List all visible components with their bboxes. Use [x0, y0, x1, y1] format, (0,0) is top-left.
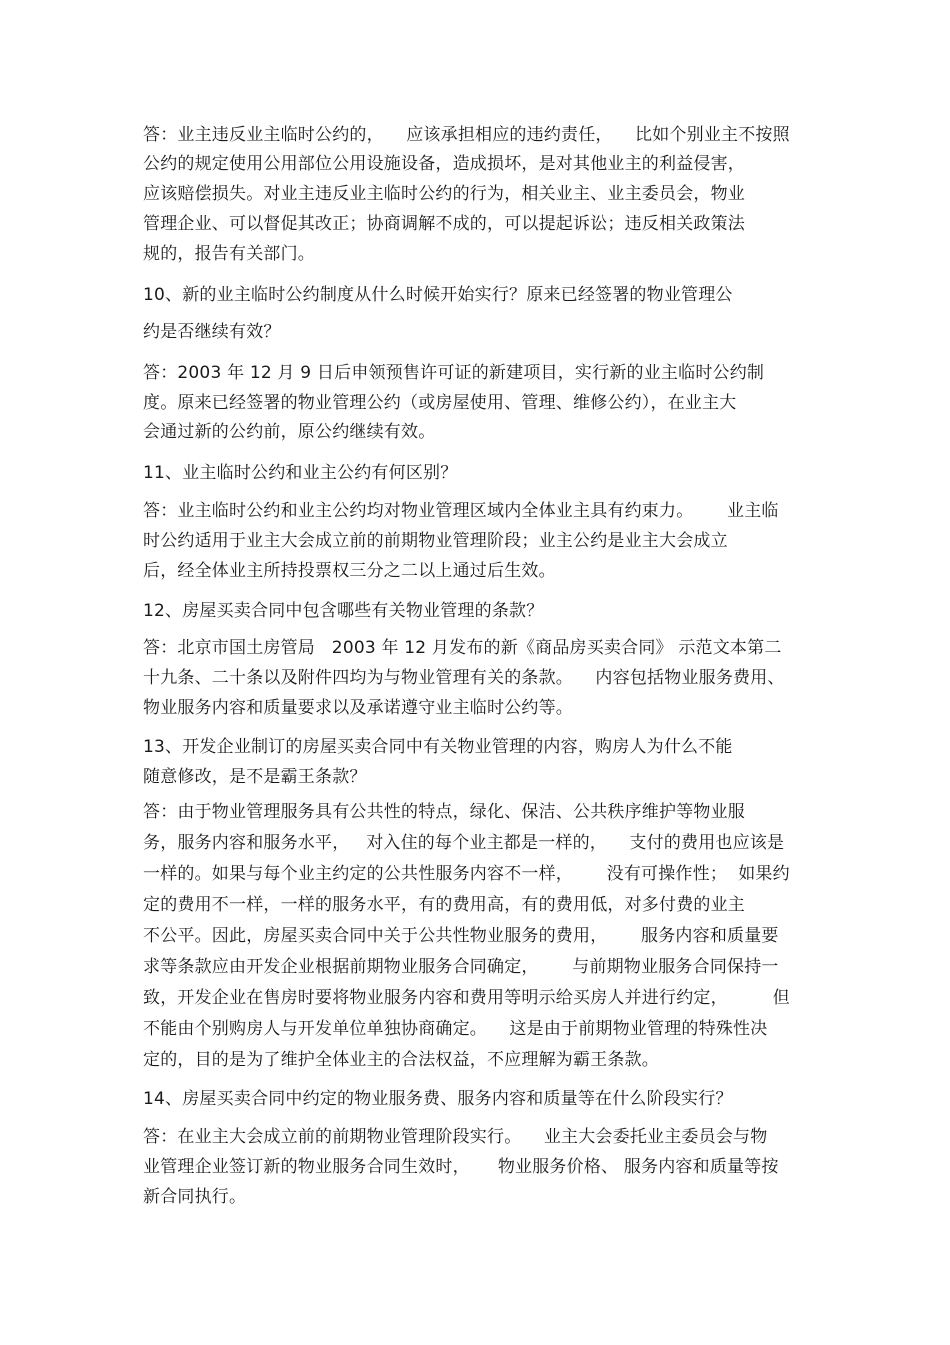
text-line: 答：由于物业管理服务具有公共性的特点，绿化、保洁、公共秩序维护等物业服 — [143, 802, 745, 822]
text-line: 定的，目的是为了维护全体业主的合法权益，不应理解为霸王条款。 — [143, 1050, 659, 1070]
text-line: 致，开发企业在售房时要将物业服务内容和费用等明示给买房人并进行约定， 但 — [143, 988, 790, 1008]
text-line: 时公约适用于业主大会成立前的前期物业管理阶段；业主公约是业主大会成立 — [143, 531, 728, 551]
text-line: 11、业主临时公约和业主公约有何区别？ — [143, 463, 458, 483]
text-line: 规的，报告有关部门。 — [143, 244, 315, 264]
text-line: 业管理企业签订新的物业服务合同生效时， 物业服务价格、 服务内容和质量等按 — [143, 1157, 779, 1177]
text-line: 求等条款应由开发企业根据前期物业服务合同确定， 与前期物业服务合同保持一 — [143, 957, 779, 977]
text-line: 13、开发企业制订的房屋买卖合同中有关物业管理的内容，购房人为什么不能 — [143, 737, 733, 757]
text-line: 不能由个别购房人与开发单位单独协商确定。 这是由于前期物业管理的特殊性决 — [143, 1019, 768, 1039]
text-line: 12、房屋买卖合同中包含哪些有关物业管理的条款？ — [143, 601, 544, 621]
text-line: 答：业主临时公约和业主公约均对物业管理区域内全体业主具有约束力。 业主临 — [143, 501, 779, 521]
text-line: 一样的。如果与每个业主约定的公共性服务内容不一样， 没有可操作性； 如果约 — [143, 864, 790, 884]
text-line: 随意修改，是不是霸王条款？ — [143, 767, 367, 787]
text-line: 管理企业、可以督促其改正；协商调解不成的，可以提起诉讼；违反相关政策法 — [143, 214, 745, 234]
text-line: 约是否继续有效？ — [143, 322, 281, 342]
text-line: 答：北京市国土房管局 2003 年 12 月发布的新《商品房买卖合同》 示范文本第二 — [143, 638, 782, 658]
text-line: 十九条、二十条以及附件四均为与物业管理有关的条款。 内容包括物业服务费用、 — [143, 668, 785, 688]
text-line: 答：2003 年 12 月 9 日后申领预售许可证的新建项目，实行新的业主临时公约制 — [143, 363, 765, 383]
text-line: 务，服务内容和服务水平， 对入住的每个业主都是一样的， 支付的费用也应该是 — [143, 833, 785, 853]
text-line: 会通过新的公约前，原公约继续有效。 — [143, 422, 436, 442]
text-line: 定的费用不一样，一样的服务水平，有的费用高，有的费用低，对多付费的业主 — [143, 895, 745, 915]
text-line: 答：在业主大会成立前的前期物业管理阶段实行。 业主大会委托业主委员会与物 — [143, 1127, 768, 1147]
text-line: 新合同执行。 — [143, 1187, 247, 1207]
text-line: 度。原来已经签署的物业管理公约（或房屋使用、管理、维修公约），在业主大 — [143, 393, 737, 413]
text-line: 公约的规定使用公用部位公用设施设备，造成损坏，是对其他业主的利益侵害， — [143, 154, 745, 174]
text-line: 应该赔偿损失。对业主违反业主临时公约的行为，相关业主、业主委员会，物业 — [143, 184, 745, 204]
text-line: 14、房屋买卖合同中约定的物业服务费、服务内容和质量等在什么阶段实行？ — [143, 1089, 733, 1109]
text-line: 答：业主违反业主临时公约的， 应该承担相应的违约责任， 比如个别业主不按照 — [143, 125, 790, 145]
text-line: 10、新的业主临时公约制度从什么时候开始实行？原来已经签署的物业管理公 — [143, 285, 733, 305]
text-line: 物业服务内容和质量要求以及承诺遵守业主临时公约等。 — [143, 698, 573, 718]
text-line: 后，经全体业主所持投票权三分之二以上通过后生效。 — [143, 561, 556, 581]
text-line: 不公平。因此，房屋买卖合同中关于公共性物业服务的费用， 服务内容和质量要 — [143, 926, 779, 946]
